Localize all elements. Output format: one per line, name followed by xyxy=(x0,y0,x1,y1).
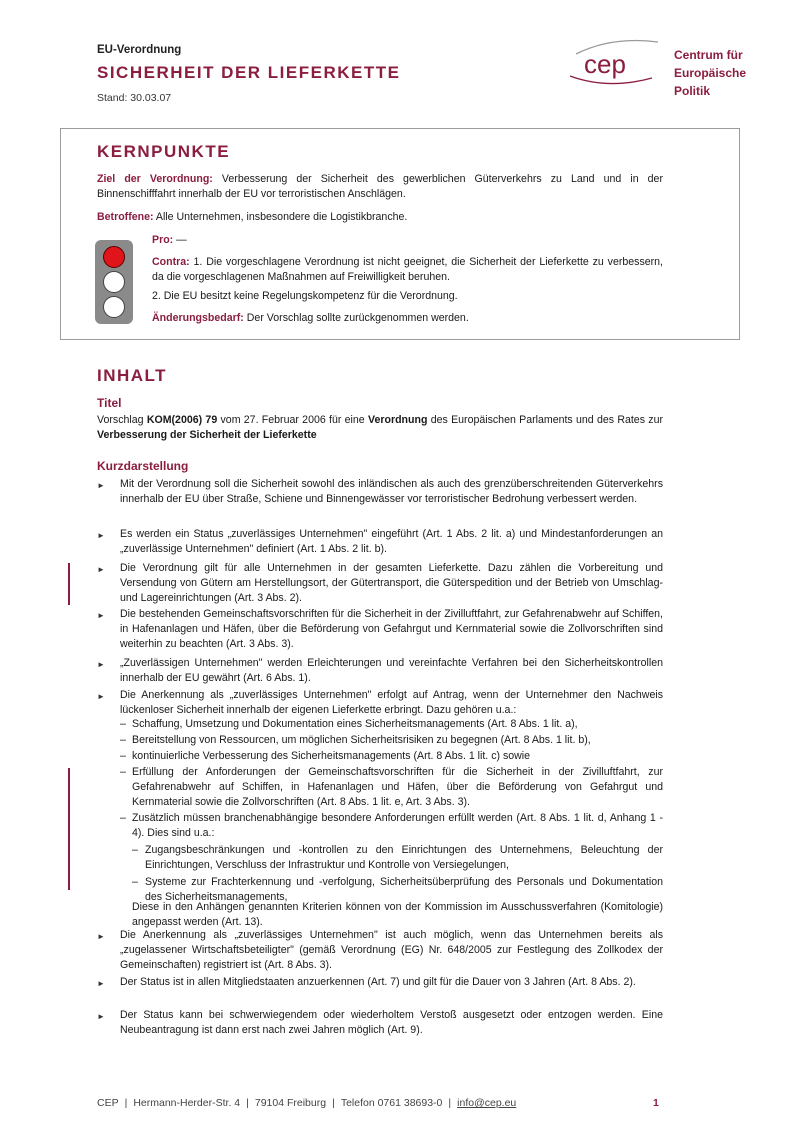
contra-text-1: 1. Die vorgeschlagene Verordnung ist nicht geeignet, die Sicherheit der Lieferkette zu verbessern, da die vorgeschlagenen Maßnahmen auf Freiwilligkeit beruhen. xyxy=(152,256,663,283)
titel-heading: Titel xyxy=(97,396,122,410)
bullet-item: Der Status ist in allen Mitgliedstaaten anzuerkennen (Art. 7) und gilt für die Dauer von 3 Jahren (Art. 8 Abs. 2). xyxy=(120,976,636,988)
dash-marker: – xyxy=(120,766,126,778)
dash-marker: – xyxy=(120,812,126,824)
footer-street: Hermann-Herder-Str. 4 xyxy=(133,1097,241,1109)
titel-paragraph xyxy=(97,413,663,443)
footer-org: CEP xyxy=(97,1097,119,1109)
footer: CEP | Hermann-Herder-Str. 4 | 79104 Freiburg | Telefon 0761 38693-0 | info@cep.eu xyxy=(97,1097,517,1109)
bullet-arrow-icon: ► xyxy=(97,1012,105,1021)
logo-text: cep xyxy=(584,49,626,79)
document-title: SICHERHEIT DER LIEFERKETTE xyxy=(97,63,401,82)
organization-name-line-3: Politik xyxy=(674,84,711,98)
footer-email-link[interactable]: info@cep.eu xyxy=(457,1097,517,1109)
ziel-label: Ziel der Verordnung: xyxy=(97,173,213,185)
footer-city: 79104 Freiburg xyxy=(254,1097,327,1109)
traffic-light-red-icon xyxy=(103,246,125,268)
cep-logo-icon xyxy=(562,32,670,92)
bullet-item: Es werden ein Status „zuverlässiges Unternehmen" eingeführt (Art. 1 Abs. 2 lit. a) und Mindestanforderungen an „zuverlässige Unternehmen" definiert (Art. 1 Abs. 2 lit. b). xyxy=(120,528,663,555)
subdash-marker: – xyxy=(132,844,138,856)
bullet-item: Der Status kann bei schwerwiegendem oder wiederholtem Verstoß ausgesetzt oder entzogen werden. Eine Neubeantragung ist dann erst nach zwei Jahren möglich (Art. 9). xyxy=(120,1009,663,1036)
traffic-light-icon xyxy=(95,240,133,324)
subdash-item: Zugangsbeschränkungen und -kontrollen zu den Einrichtungen des Unternehmens, Beleuchtung der Einrichtungen, Verschluss der Infrastruktur und Kontrolle von Versiegelungen, xyxy=(145,844,663,871)
ziel-paragraph xyxy=(97,172,663,202)
bullet-item: Die Anerkennung als „zuverlässiges Unternehmen" erfolgt auf Antrag, wenn der Unternehmer den Nachweis lückenloser Sicherheit innerhalb der eigenen Lieferkette erbringt. Dazu gehören u.a.: xyxy=(120,689,663,716)
titel-com-number: KOM(2006) 79 xyxy=(146,414,218,426)
organization-name-line-2: Europäische xyxy=(674,66,747,80)
aenderung-paragraph xyxy=(152,311,663,326)
bullet-arrow-icon: ► xyxy=(97,481,105,490)
ziel-text: Verbesserung der Sicherheit des gewerblichen Güterverkehrs zu Land und in der Binnenschifffahrt innerhalb der EU vor terroristischen Anschlägen. xyxy=(97,173,663,200)
kernpunkte-heading: KERNPUNKTE xyxy=(97,142,231,161)
inhalt-heading: INHALT xyxy=(97,366,168,385)
titel-text-3: des Europäischen Parlaments und des Rates zur xyxy=(427,414,663,426)
contra-text-2: 2. Die EU besitzt keine Regelungskompetenz für die Verordnung. xyxy=(152,290,458,302)
organization-name-line-1: Centrum für xyxy=(674,48,743,62)
bullet-arrow-icon: ► xyxy=(97,531,105,540)
annex-note: Diese in den Anhängen genannten Kriterien können von der Kommission im Ausschussverfahren (Komitologie) angepasst werden (Art. 13). xyxy=(132,901,663,928)
bullet-item: Die Verordnung gilt für alle Unternehmen in der gesamten Lieferkette. Dazu zählen die Vorbereitung und Versendung von Gütern am Herstellungsort, der Gütertransport, die Güterspedition und der Betrieb von Umschlag- und Lagereinrichtungen (Art. 3 Abs. 2). xyxy=(120,562,663,604)
subdash-item: Systeme zur Frachterkennung und -verfolgung, Sicherheitsüberprüfung des Personals und Dokumentation des Sicherheitsmanagements, xyxy=(145,876,663,903)
kurzdarstellung-heading: Kurzdarstellung xyxy=(97,459,189,473)
footer-phone: Telefon 0761 38693-0 xyxy=(340,1097,443,1109)
document-type: EU-Verordnung xyxy=(97,44,182,56)
bullet-item: Die Anerkennung als „zuverlässiges Unternehmen" ist auch möglich, wenn das Unternehmen bereits als „zugelassener Wirtschaftsbeteiligter" (gemäß Verordnung (EG) Nr. 648/2005 zur Festlegung des Zollkodex der Gemeinschaften) registriert ist (Art. 8 Abs. 3). xyxy=(120,929,663,971)
dash-item: Zusätzlich müssen branchenabhängige besondere Anforderungen erfüllt werden (Art. 8 Abs. 1 lit. d, Anhang 1 - 4). Dies sind u.a.: xyxy=(132,812,663,839)
bullet-arrow-icon: ► xyxy=(97,611,105,620)
titel-text-1: Vorschlag xyxy=(97,414,147,426)
betroffene-text: Alle Unternehmen, insbesondere die Logistikbranche. xyxy=(155,211,408,223)
dash-item: Schaffung, Umsetzung und Dokumentation eines Sicherheitsmanagements (Art. 8 Abs. 1 lit. a), xyxy=(132,718,578,730)
titel-subject: Verbesserung der Sicherheit der Lieferkette xyxy=(97,429,317,441)
aenderung-label: Änderungsbedarf: xyxy=(152,312,244,324)
bullet-arrow-icon: ► xyxy=(97,979,105,988)
dash-item: Bereitstellung von Ressourcen, um möglichen Sicherheitsrisiken zu begegnen (Art. 8 Abs. 1 lit. b), xyxy=(132,734,591,746)
betroffene-label: Betroffene: xyxy=(97,211,154,223)
page-number: 1 xyxy=(653,1097,659,1109)
traffic-light-yellow-icon xyxy=(103,271,125,293)
contra-paragraph xyxy=(152,255,663,285)
change-bar xyxy=(68,768,70,890)
subdash-marker: – xyxy=(132,876,138,888)
titel-verordnung: Verordnung xyxy=(367,414,428,426)
betroffene-paragraph xyxy=(97,210,663,225)
contra-label: Contra: xyxy=(152,256,190,268)
change-bar xyxy=(68,563,70,605)
bullet-arrow-icon: ► xyxy=(97,565,105,574)
dash-marker: – xyxy=(120,718,126,730)
pro-paragraph xyxy=(152,233,663,248)
organization-name xyxy=(674,46,746,100)
dash-item: kontinuierliche Verbesserung des Sicherheitsmanagements (Art. 8 Abs. 1 lit. c) sowie xyxy=(132,750,531,762)
bullet-item: Die bestehenden Gemeinschaftsvorschriften für die Sicherheit in der Zivilluftfahrt, zur Gefahrenabwehr auf Schiffen, in Hafenanlagen und Häfen, über die Beförderung von Gefahrgut und Kernmaterial sowie die Zollvorschriften sind weiterhin zu beachten (Art. 3 Abs. 3). xyxy=(120,608,663,650)
dash-marker: – xyxy=(120,734,126,746)
bullet-item: Mit der Verordnung soll die Sicherheit sowohl des inländischen als auch des grenzüberschreitenden Güterverkehrs innerhalb der EU über Straße, Schiene und Binnengewässer vor terroristischer Bedrohung verbessert werden. xyxy=(120,478,663,505)
bullet-item: „Zuverlässigen Unternehmen" werden Erleichterungen und vereinfachte Verfahren bei den Sicherheitskontrollen innerhalb der EU gewährt (Art. 6 Abs. 1). xyxy=(120,657,663,684)
bullet-arrow-icon: ► xyxy=(97,660,105,669)
bullet-arrow-icon: ► xyxy=(97,932,105,941)
dash-marker: – xyxy=(120,750,126,762)
pro-label: Pro: xyxy=(152,234,174,246)
pro-text: — xyxy=(176,234,187,246)
dash-item: Erfüllung der Anforderungen der Gemeinschaftsvorschriften für die Sicherheit in der Zivilluftfahrt, zur Gefahrenabwehr auf Schiffen, in Hafenanlagen und Häfen, über die Beförderung von Gefahrgut und Kernmaterial sowie die Zollvorschriften (Art. 8 Abs. 1 lit. e, Art. 3 Abs. 3). xyxy=(132,766,663,808)
aenderung-text: Der Vorschlag sollte zurückgenommen werden. xyxy=(246,312,469,324)
traffic-light-green-icon xyxy=(103,296,125,318)
bullet-arrow-icon: ► xyxy=(97,692,105,701)
document-date: Stand: 30.03.07 xyxy=(97,92,172,104)
titel-text-2: vom 27. Februar 2006 für eine xyxy=(217,414,368,426)
